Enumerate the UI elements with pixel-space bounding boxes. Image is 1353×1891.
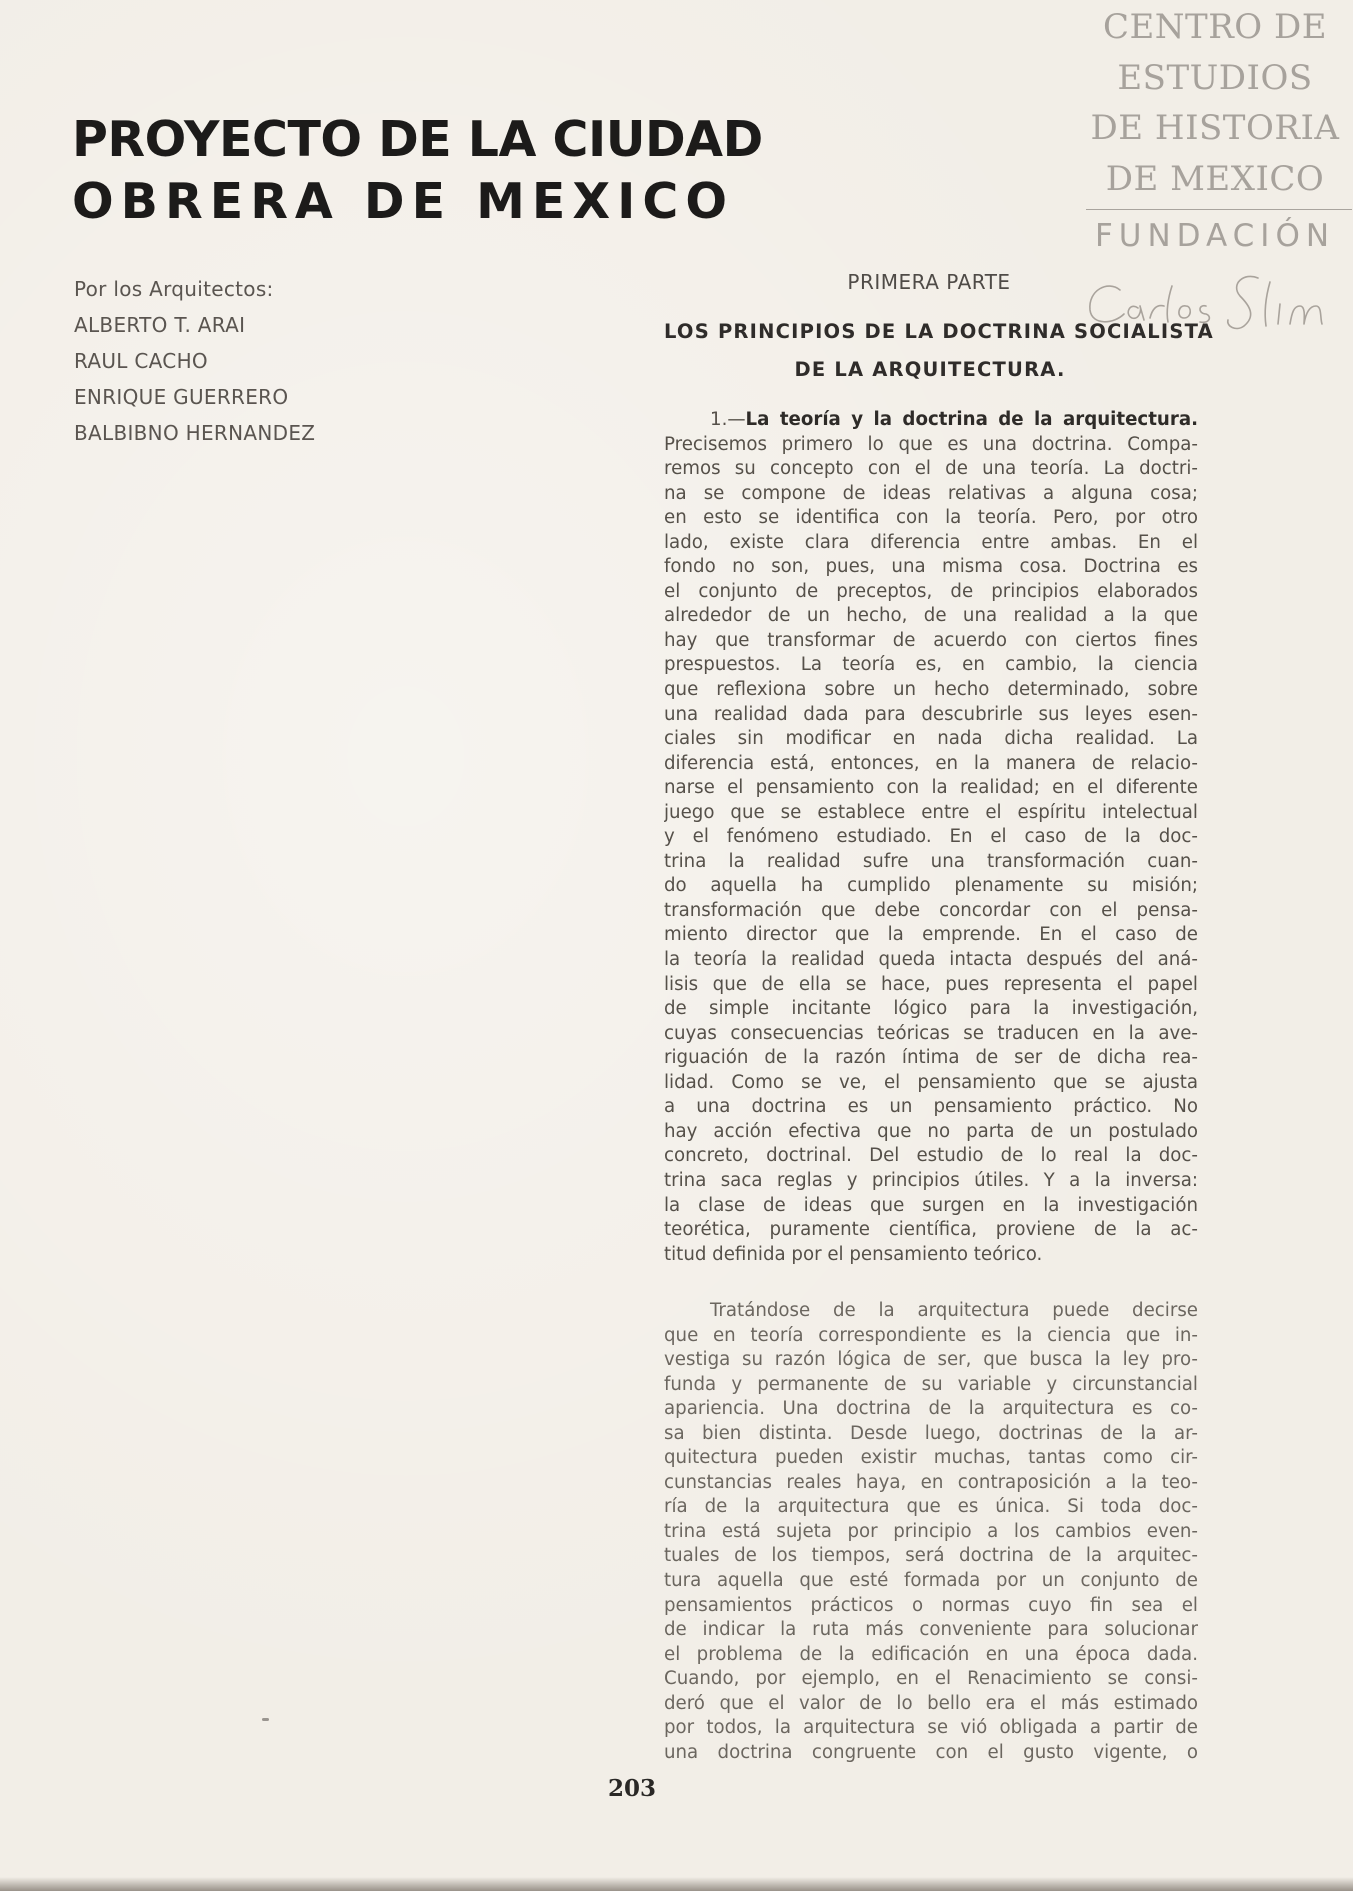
- text-line: juego que se establece entre el espíritu intelectual: [664, 801, 1198, 823]
- text-line: que reflexiona sobre un hecho determinado, sobre: [664, 679, 1198, 701]
- text-line: vestiga su razón lógica de ser, que busca la ley pro-: [664, 1349, 1198, 1371]
- text-line: lisis que de ella se hace, pues representa el papel: [664, 973, 1198, 995]
- authors-by-line: Por los Arquitectos:: [74, 277, 274, 301]
- text-line: remos su concepto con el de una teoría. La doctri-: [664, 458, 1198, 480]
- text-line: funda y permanente de su variable y circunstancial: [664, 1373, 1198, 1395]
- text-line: riguación de la razón íntima de ser de dicha rea-: [664, 1047, 1198, 1069]
- text-line: que en teoría correspondiente es la ciencia que in-: [664, 1324, 1198, 1346]
- text-line: lidad. Como se ve, el pensamiento que se ajusta: [664, 1071, 1198, 1093]
- text-line: teorética, puramente científica, proviene de la ac-: [664, 1219, 1198, 1241]
- text-line: trina saca reglas y principios útiles. Y a la inversa:: [664, 1169, 1198, 1191]
- text-line: Tratándose de la arquitectura puede decirse: [710, 1300, 1198, 1321]
- author-name: ENRIQUE GUERRERO: [74, 385, 289, 409]
- author-name: BALBIBNO HERNANDEZ: [74, 421, 316, 445]
- text-line: apariencia. Una doctrina de la arquitectura es co-: [664, 1398, 1198, 1420]
- page-edge-shadow: [0, 1877, 1353, 1891]
- text-line: deró que el valor de lo bello era el más estimado: [664, 1692, 1198, 1714]
- archive-watermark: [1080, 2, 1350, 256]
- text-line: la teoría la realidad queda intacta después del aná-: [664, 949, 1198, 971]
- text-line: cunstancias reales haya, en contraposición a la teo-: [664, 1471, 1198, 1493]
- paragraph-2: [664, 1299, 1198, 1765]
- text-line: fondo no son, pues, una misma cosa. Doctrina es: [664, 556, 1198, 578]
- text-line: la clase de ideas que surgen en la investigación: [664, 1194, 1198, 1216]
- text-line: y el fenómeno estudiado. En el caso de la doc-: [664, 826, 1198, 848]
- section-heading-line: LOS PRINCIPIOS DE LA DOCTRINA SOCIALISTA: [664, 320, 1214, 343]
- section-heading: [664, 313, 1214, 389]
- paragraph-number: 1.—: [710, 409, 746, 430]
- text-line: diferencia está, entonces, en la manera de relacio-: [664, 752, 1198, 774]
- text-line: a una doctrina es un pensamiento práctico. No: [664, 1096, 1198, 1118]
- text-line: en esto se identifica con la teoría. Pero, por otro: [664, 507, 1198, 529]
- text-line: tuales de los tiempos, será doctrina de la arquitec-: [664, 1545, 1198, 1567]
- article-title: [72, 110, 763, 234]
- author-list: [74, 276, 434, 456]
- text-line: transformación que debe concordar con el pensa-: [664, 899, 1198, 921]
- watermark-divider: [1086, 209, 1352, 210]
- text-line: de indicar la ruta más conveniente para solucionar: [664, 1619, 1198, 1641]
- watermark-line: DE HISTORIA: [1090, 108, 1340, 148]
- text-line: cuyas consecuencias teóricas se traducen en la ave-: [664, 1022, 1198, 1044]
- section-heading-line: DE LA ARQUITECTURA.: [794, 358, 1066, 381]
- text-line: concreto, doctrinal. Del estudio de lo real la doc-: [664, 1145, 1198, 1167]
- title-line-2: OBRERA DE MEXICO: [72, 173, 734, 230]
- text-line: Cuando, por ejemplo, en el Renacimiento se consi-: [664, 1668, 1198, 1690]
- text-line: lado, existe clara diferencia entre ambas. En el: [664, 531, 1198, 553]
- text-line: una doctrina congruente con el gusto vigente, o: [664, 1741, 1198, 1763]
- text-line: prespuestos. La teoría es, en cambio, la ciencia: [664, 654, 1198, 676]
- text-line: do aquella ha cumplido plenamente su misión;: [664, 875, 1198, 897]
- text-line: titud definida por el pensamiento teórico.: [664, 1243, 1043, 1265]
- text-line: na se compone de ideas relativas a alguna cosa;: [664, 482, 1198, 504]
- paragraph-heading-line: [664, 408, 1198, 433]
- text-line: hay acción efectiva que no parta de un postulado: [664, 1120, 1198, 1142]
- part-label: PRIMERA PARTE: [847, 270, 1011, 294]
- watermark-line: ESTUDIOS: [1117, 57, 1313, 98]
- text-line: hay que transformar de acuerdo con ciertos fines: [664, 629, 1198, 651]
- text-line: por todos, la arquitectura se vió obligada a partir de: [664, 1717, 1198, 1739]
- text-line: de simple incitante lógico para la investigación,: [664, 998, 1198, 1020]
- author-name: RAUL CACHO: [74, 349, 208, 373]
- text-line: tura aquella que esté formada por un conjunto de: [664, 1570, 1198, 1592]
- text-line: sa bien distinta. Desde luego, doctrinas de la ar-: [664, 1422, 1198, 1444]
- text-line: pensamientos prácticos o normas cuyo fin sea el: [664, 1594, 1198, 1616]
- text-line: quitectura pueden existir muchas, tantas como cir-: [664, 1447, 1198, 1469]
- text-line: ría de la arquitectura que es única. Si toda doc-: [664, 1496, 1198, 1518]
- author-name: ALBERTO T. ARAI: [74, 313, 246, 337]
- text-line: el conjunto de preceptos, de principios elaborados: [664, 580, 1198, 602]
- watermark-line: CENTRO DE: [1102, 7, 1328, 47]
- text-line: trina está sujeta por principio a los cambios even-: [664, 1520, 1198, 1542]
- text-line: alrededor de un hecho, de una realidad a la que: [664, 605, 1198, 627]
- page-number: 203: [607, 1775, 656, 1802]
- text-line: trina la realidad sufre una transformación cuan-: [664, 850, 1198, 872]
- watermark-foundation: FUNDACIÓN: [1094, 218, 1336, 254]
- text-line: el problema de la edificación en una época dada.: [664, 1643, 1198, 1665]
- text-line: Precisemos primero lo que es una doctrina. Compa-: [664, 433, 1198, 455]
- paragraph-1: [664, 408, 1198, 1267]
- title-line-1: PROYECTO DE LA CIUDAD: [72, 111, 763, 168]
- paragraph-heading: La teoría y la doctrina de la arquitectura.: [745, 409, 1198, 430]
- text-line: narse el pensamiento con la realidad; en el diferente: [664, 777, 1198, 799]
- watermark-line: DE MEXICO: [1105, 158, 1325, 199]
- text-line: una realidad dada para descubrirle sus leyes esen-: [664, 703, 1198, 725]
- text-line: ciales sin modificar en nada dicha realidad. La: [664, 728, 1198, 750]
- text-line: miento director que la emprende. En el caso de: [664, 924, 1198, 946]
- paper-speck: [262, 1718, 269, 1721]
